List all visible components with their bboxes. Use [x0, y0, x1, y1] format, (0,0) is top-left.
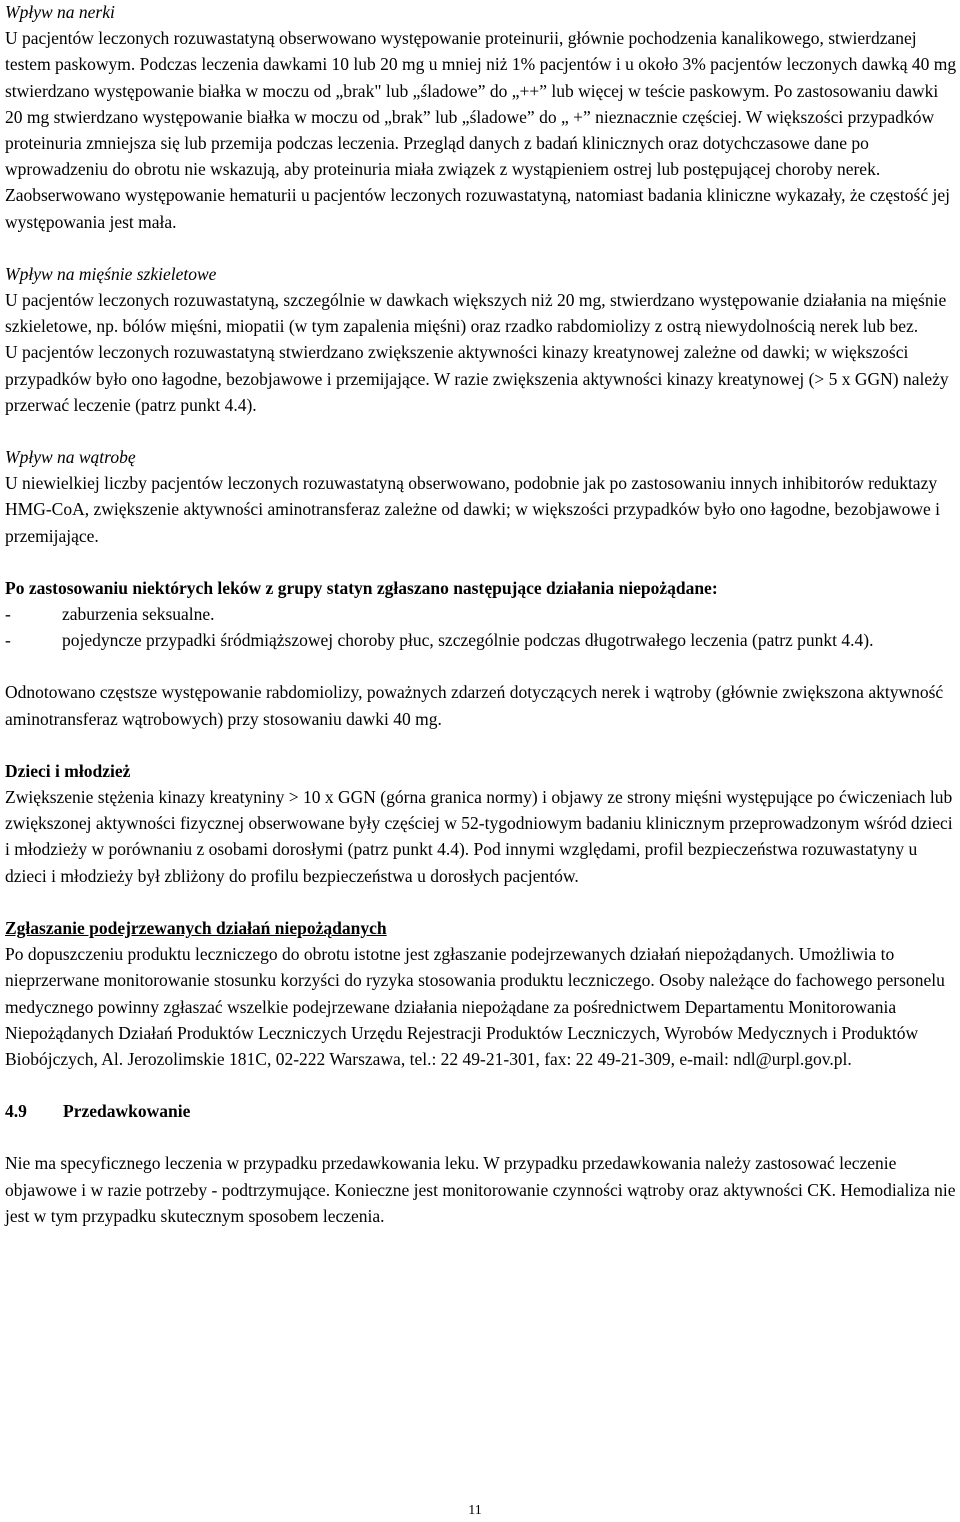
reporting-paragraph: Po dopuszczeniu produktu leczniczego do obrotu istotne jest zgłaszanie podejrzewanych działań niepożądanych. Umożliwia to nieprzerwane monitorowanie stosunku korzyści do ryzyka stosowania produktu leczniczego. Osoby należące do fachowego personelu medycznego powinny zgłaszać wszelkie podejrzewane działania niepożądane za pośrednictwem Departamentu Monitorowania Niepożądanych Działań Produktów Leczniczych Urzędu Rejestracji Produktów Leczniczych, Wyrobów Medycznych i Produktów Biobójczych, Al. Jerozolimskie 181C, 02-222 Warszawa, tel.: 22 49-21-301, fax: 22 49-21-309, e-mail: ndl@urpl.gov.pl. — [5, 944, 945, 1069]
dash-bullet: - — [5, 604, 11, 625]
kidney-paragraph-1: U pacjentów leczonych rozuwastatyną obserwowano występowanie proteinurii, głównie pochodzenia kanalikowego, stwierdzanej testem paskowym. Podczas leczenia dawkami 10 lub 20 mg u mniej niż 1% pacjentów i u około 3% pacjentów leczonych dawką 40 mg stwierdzano występowanie białka w moczu od „brak" lub „śladowe” do „++” lub więcej w teście paskowym. Po zastosowaniu dawki 20 mg stwierdzano występowanie białka w moczu od „brak” lub „śladowe” do „ +” nieznacznie częściej. W większości przypadków proteinuria zmniejsza się lub przemija podczas leczenia. Przegląd danych z badań klinicznych oraz dotychczasowe dane po wprowadzeniu do obrotu nie wskazują, aby proteinuria miała związek z wystąpieniem ostrej lub postępującej choroby nerek. — [5, 28, 957, 180]
list-item-text: zaburzenia seksualne. — [62, 604, 215, 625]
spacer — [5, 418, 957, 444]
muscle-heading: Wpływ na mięśnie szkieletowe — [5, 263, 217, 284]
section-number: 4.9 — [5, 1101, 27, 1122]
statins-heading: Po zastosowaniu niektórych leków z grupy statyn zgłaszano następujące działania niepożądane: — [5, 577, 718, 598]
reporting-heading: Zgłaszanie podejrzewanych działań niepożądanych — [5, 917, 387, 938]
spacer — [5, 235, 957, 261]
kidney-heading: Wpływ na nerki — [5, 2, 115, 22]
dash-bullet: - — [5, 630, 11, 651]
spacer — [5, 889, 957, 915]
section-title: Przedawkowanie — [63, 1101, 191, 1122]
document-page — [5, 0, 957, 1229]
muscle-paragraph-2: U pacjentów leczonych rozuwastatyną stwierdzano zwiększenie aktywności kinazy kreatynowej zależne od dawki; w większości przypadków było ono łagodne, bezobjawowe i przemijające. W razie zwiększenia aktywności kinazy kreatynowej (> 5 x GGN) należy przerwać leczenie (patrz punkt 4.4). — [5, 342, 949, 415]
children-paragraph: Zwiększenie stężenia kinazy kreatyniny > 10 x GGN (górna granica normy) i objawy ze strony mięśni występujące po ćwiczeniach lub zwiększonej aktywności fizycznej obserwowane były częściej w 52-tygodniowym badaniu klinicznym przeprowadzonym wśród dzieci i młodzieży w porównaniu z osobami dorosłymi (patrz punkt 4.4). Pod innymi względami, profil bezpieczeństwa rozuwastatyny u dzieci i młodzieży był zbliżony do profilu bezpieczeństwa u dorosłych pacjentów. — [5, 787, 953, 886]
spacer — [5, 1124, 957, 1150]
list-item — [5, 601, 957, 627]
overdose-heading — [5, 1098, 957, 1124]
muscle-paragraph-1: U pacjentów leczonych rozuwastatyną, szczególnie w dawkach większych niż 20 mg, stwierdzano występowanie działania na mięśnie szkieletowe, np. bólów mięśni, miopatii (w tym zapalenia mięśni) oraz rzadko rabdomiolizy z ostrą niewydolnością nerek lub bez. — [5, 290, 947, 337]
spacer — [5, 732, 957, 758]
spacer — [5, 1072, 957, 1098]
kidney-paragraph-2: Zaobserwowano występowanie hematurii u pacjentów leczonych rozuwastatyną, natomiast badania kliniczne wykazały, że częstość jej występowania jest mała. — [5, 185, 950, 232]
page-number: 11 — [468, 1503, 482, 1518]
overdose-paragraph: Nie ma specyficznego leczenia w przypadku przedawkowania leku. W przypadku przedawkowania należy zastosować leczenie objawowe i w razie potrzeby - podtrzymujące. Konieczne jest monitorowanie czynności wątroby oraz aktywności CK. Hemodializa nie jest w tym przypadku skutecznym sposobem leczenia. — [5, 1153, 956, 1226]
high-dose-paragraph: Odnotowano częstsze występowanie rabdomiolizy, poważnych zdarzeń dotyczących nerek i wątroby (głównie zwiększona aktywność aminotransferaz wątrobowych) przy stosowaniu dawki 40 mg. — [5, 682, 944, 729]
liver-heading: Wpływ na wątrobę — [5, 447, 136, 468]
children-heading: Dzieci i młodzież — [5, 760, 131, 781]
statins-list — [5, 601, 957, 653]
liver-paragraph-1: U niewielkiej liczby pacjentów leczonych rozuwastatyną obserwowano, podobnie jak po zastosowaniu innych inhibitorów reduktazy HMG-CoA, zwiększenie aktywności aminotransferaz zależne od dawki; w większości przypadków było ono łagodne, bezobjawowe i przemijające. — [5, 473, 940, 546]
list-item — [5, 627, 957, 653]
spacer — [5, 653, 957, 679]
list-item-text: pojedyncze przypadki śródmiąższowej choroby płuc, szczególnie podczas długotrwałego leczenia (patrz punkt 4.4). — [62, 630, 874, 651]
spacer — [5, 549, 957, 575]
